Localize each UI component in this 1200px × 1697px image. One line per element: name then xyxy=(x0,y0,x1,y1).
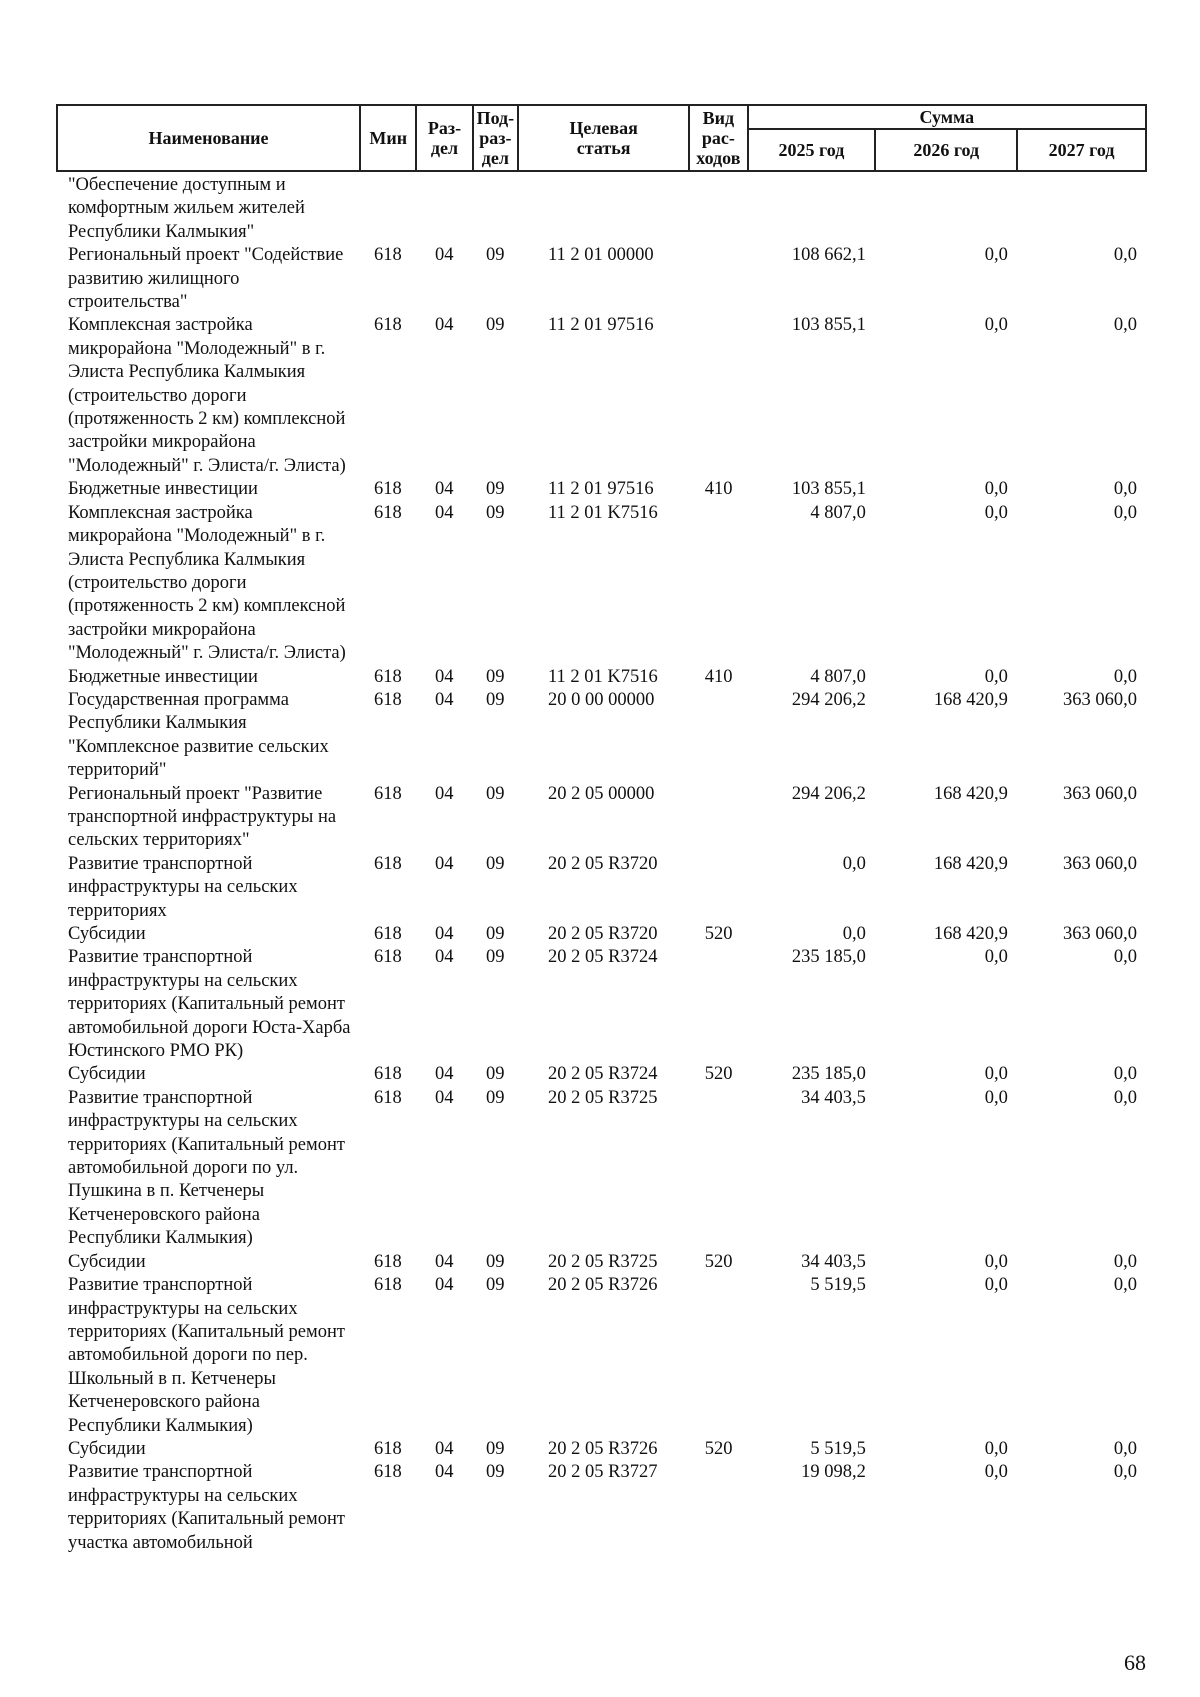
table-row xyxy=(56,314,1147,478)
row-target: 20 2 05 00000 xyxy=(547,783,655,804)
row-target: 20 0 00 00000 xyxy=(547,689,655,710)
row-vid xyxy=(689,1274,748,1438)
row-amount-2026: 0,0 xyxy=(984,1064,1008,1085)
table-row xyxy=(56,502,1147,666)
row-name: Развитие транспортной инфраструктуры на сельских территориях (Капитальный ремонт автомобильной дороги по пер. Школьный в п. Кетченеры Кетченеровского района Республики Калмыкия) xyxy=(68,1275,345,1436)
row-razdel: 04 xyxy=(434,783,454,804)
row-name: Субсидии xyxy=(68,924,146,944)
row-vid: 520 xyxy=(704,1251,733,1272)
row-amount-2025: 4 807,0 xyxy=(810,502,866,523)
row-amount-2026: 0,0 xyxy=(984,947,1008,968)
row-vid xyxy=(689,502,748,666)
row-min: 618 xyxy=(373,947,402,968)
row-razdel: 04 xyxy=(434,853,454,874)
row-name: Государственная программа Республики Калмыкия "Комплексное развитие сельских территорий" xyxy=(68,689,329,781)
row-podrazdel: 09 xyxy=(485,502,505,523)
row-razdel: 04 xyxy=(434,1251,454,1272)
row-amount-2027: 363 060,0 xyxy=(1063,783,1137,804)
row-amount-2025: 108 662,1 xyxy=(791,245,866,266)
row-amount-2025: 103 855,1 xyxy=(791,315,866,336)
row-vid xyxy=(689,1461,748,1555)
table-header xyxy=(56,104,1147,172)
row-min: 618 xyxy=(373,1087,402,1108)
header-min: Мин xyxy=(360,105,416,171)
table-row xyxy=(56,1087,1147,1251)
row-name: Региональный проект "Развитие транспортной инфраструктуры на сельских территориях" xyxy=(68,783,337,851)
header-sum: Сумма xyxy=(748,105,1146,129)
row-razdel: 04 xyxy=(434,689,454,710)
table-row xyxy=(56,174,1147,244)
row-amount-2026: 0,0 xyxy=(984,502,1008,523)
row-vid: 520 xyxy=(704,1064,733,1085)
row-target: 20 2 05 R3720 xyxy=(547,924,658,944)
row-name: Субсидии xyxy=(68,1064,146,1085)
row-amount-2027: 0,0 xyxy=(1113,1087,1137,1108)
table-row xyxy=(56,689,1147,783)
row-amount-2027 xyxy=(1018,174,1147,244)
row-amount-2025: 4 807,0 xyxy=(810,666,866,687)
row-razdel: 04 xyxy=(434,1064,454,1085)
row-amount-2027: 0,0 xyxy=(1113,315,1137,336)
row-amount-2026: 168 420,9 xyxy=(933,689,1008,710)
row-amount-2027: 363 060,0 xyxy=(1063,689,1137,710)
row-amount-2025: 294 206,2 xyxy=(791,689,866,710)
table-row xyxy=(56,1251,1147,1274)
row-vid xyxy=(689,314,748,478)
row-podrazdel: 09 xyxy=(485,783,505,804)
row-vid xyxy=(689,689,748,783)
header-2027: 2027 год xyxy=(1017,129,1146,171)
row-vid xyxy=(689,853,748,923)
row-vid xyxy=(689,244,748,314)
row-podrazdel: 09 xyxy=(485,1462,505,1483)
row-vid: 520 xyxy=(704,1438,733,1459)
row-name: Региональный проект "Содействие развитию жилищного строительства" xyxy=(68,245,344,313)
header-name: Наименование xyxy=(57,105,360,171)
row-min xyxy=(360,174,416,244)
row-target: 11 2 01 97516 xyxy=(547,479,654,500)
row-amount-2025: 235 185,0 xyxy=(791,1064,866,1085)
row-amount-2025: 103 855,1 xyxy=(791,479,866,500)
table-row xyxy=(56,1063,1147,1086)
row-podrazdel: 09 xyxy=(485,666,505,687)
row-razdel: 04 xyxy=(434,666,454,687)
row-amount-2026: 168 420,9 xyxy=(933,853,1008,874)
row-amount-2025: 235 185,0 xyxy=(791,947,866,968)
row-razdel: 04 xyxy=(434,245,454,266)
row-podrazdel: 09 xyxy=(485,1251,505,1272)
row-amount-2026: 168 420,9 xyxy=(933,924,1008,944)
table-row xyxy=(56,946,1147,1063)
row-min: 618 xyxy=(373,1438,402,1459)
row-amount-2026: 0,0 xyxy=(984,1275,1008,1296)
row-razdel xyxy=(416,174,472,244)
table-row xyxy=(56,783,1147,853)
table-row xyxy=(56,666,1147,689)
row-target: 11 2 01 K7516 xyxy=(547,666,658,687)
row-amount-2025: 294 206,2 xyxy=(791,783,866,804)
row-amount-2026: 0,0 xyxy=(984,666,1008,687)
row-target: 11 2 01 00000 xyxy=(547,245,654,266)
row-target: 20 2 05 R3725 xyxy=(547,1087,658,1108)
row-razdel: 04 xyxy=(434,1275,454,1296)
row-min: 618 xyxy=(373,1251,402,1272)
row-target: 20 2 05 R3726 xyxy=(547,1438,658,1459)
row-podrazdel: 09 xyxy=(485,1064,505,1085)
row-amount-2027: 0,0 xyxy=(1113,1275,1137,1296)
row-name: "Обеспечение доступным и комфортным жильем жителей Республики Калмыкия" xyxy=(68,175,305,242)
row-target: 11 2 01 K7516 xyxy=(547,502,658,523)
row-min: 618 xyxy=(373,689,402,710)
table-row xyxy=(56,1438,1147,1461)
table-row xyxy=(56,244,1147,314)
row-razdel: 04 xyxy=(434,479,454,500)
row-min: 618 xyxy=(373,1275,402,1296)
row-podrazdel: 09 xyxy=(485,1087,505,1108)
row-amount-2025 xyxy=(748,174,876,244)
row-amount-2027: 363 060,0 xyxy=(1063,853,1137,874)
row-vid: 520 xyxy=(704,924,733,944)
row-amount-2026: 0,0 xyxy=(984,479,1008,500)
row-min: 618 xyxy=(373,1064,402,1085)
row-amount-2025: 0,0 xyxy=(842,924,866,944)
row-amount-2026: 0,0 xyxy=(984,1251,1008,1272)
row-amount-2025: 34 403,5 xyxy=(801,1251,866,1272)
row-podrazdel: 09 xyxy=(485,245,505,266)
row-target xyxy=(518,174,689,244)
row-razdel: 04 xyxy=(434,502,454,523)
row-podrazdel: 09 xyxy=(485,315,505,336)
row-amount-2027: 0,0 xyxy=(1113,666,1137,687)
row-vid: 410 xyxy=(704,666,733,687)
row-name: Комплексная застройка микрорайона "Молодежный" в г. Элиста Республика Калмыкия (строительство дороги (протяженность 2 км) комплексной застройки микрорайона "Молодежный" г. Элиста/г. Элиста) xyxy=(68,502,346,664)
row-podrazdel: 09 xyxy=(485,853,505,874)
row-name: Развитие транспортной инфраструктуры на сельских территориях (Капитальный ремонт участка автомобильной xyxy=(68,1462,345,1553)
row-min: 618 xyxy=(373,853,402,874)
row-name: Комплексная застройка микрорайона "Молодежный" в г. Элиста Республика Калмыкия (строительство дороги (протяженность 2 км) комплексной застройки микрорайона "Молодежный" г. Элиста/г. Элиста) xyxy=(68,315,346,476)
row-min: 618 xyxy=(373,1462,402,1483)
row-target: 20 2 05 R3725 xyxy=(547,1251,658,1272)
table-row xyxy=(56,1461,1147,1555)
row-amount-2026: 0,0 xyxy=(984,1438,1008,1459)
row-podrazdel: 09 xyxy=(485,947,505,968)
row-vid xyxy=(689,783,748,853)
row-amount-2026 xyxy=(876,174,1018,244)
row-amount-2026: 0,0 xyxy=(984,315,1008,336)
row-amount-2027: 0,0 xyxy=(1113,1251,1137,1272)
header-razdel: Раз- дел xyxy=(416,105,472,171)
row-amount-2027: 0,0 xyxy=(1113,1064,1137,1085)
row-amount-2027: 0,0 xyxy=(1113,502,1137,523)
row-amount-2026: 0,0 xyxy=(984,1087,1008,1108)
header-target: Целевая статья xyxy=(518,105,689,171)
row-podrazdel xyxy=(472,174,518,244)
row-razdel: 04 xyxy=(434,947,454,968)
row-name: Бюджетные инвестиции xyxy=(68,666,258,687)
row-vid: 410 xyxy=(704,479,733,500)
row-min: 618 xyxy=(373,783,402,804)
row-name: Субсидии xyxy=(68,1438,146,1459)
row-amount-2027: 0,0 xyxy=(1113,245,1137,266)
row-razdel: 04 xyxy=(434,1087,454,1108)
row-amount-2027: 0,0 xyxy=(1113,479,1137,500)
row-amount-2025: 5 519,5 xyxy=(810,1275,866,1296)
header-podrazdel: Под- раз- дел xyxy=(473,105,518,171)
row-name: Развитие транспортной инфраструктуры на сельских территориях (Капитальный ремонт автомобильной дороги Юста-Харба Юстинского РМО РК) xyxy=(68,947,351,1062)
row-target: 11 2 01 97516 xyxy=(547,315,654,336)
budget-document xyxy=(56,104,1147,1555)
row-razdel: 04 xyxy=(434,1438,454,1459)
table-row xyxy=(56,478,1147,501)
budget-table xyxy=(56,174,1147,1555)
row-min: 618 xyxy=(373,924,402,944)
header-vid: Вид рас- ходов xyxy=(689,105,747,171)
page-number: 68 xyxy=(1124,1650,1146,1675)
row-razdel: 04 xyxy=(434,924,454,944)
row-vid xyxy=(689,1087,748,1251)
row-amount-2025: 34 403,5 xyxy=(801,1087,866,1108)
table-row xyxy=(56,853,1147,923)
row-amount-2027: 0,0 xyxy=(1113,1438,1137,1459)
row-razdel: 04 xyxy=(434,1462,454,1483)
row-min: 618 xyxy=(373,502,402,523)
row-amount-2025: 0,0 xyxy=(842,853,866,874)
row-target: 20 2 05 R3724 xyxy=(547,1064,658,1085)
header-2026: 2026 год xyxy=(875,129,1017,171)
row-amount-2025: 19 098,2 xyxy=(801,1462,866,1483)
row-target: 20 2 05 R3720 xyxy=(547,853,658,874)
row-name: Субсидии xyxy=(68,1251,146,1272)
row-name: Развитие транспортной инфраструктуры на сельских территориях (Капитальный ремонт автомобильной дороги по ул. Пушкина в п. Кетченеры Кетченеровского района Республики Калмыкия) xyxy=(68,1087,345,1249)
row-podrazdel: 09 xyxy=(485,1438,505,1459)
table-row xyxy=(56,923,1147,946)
row-amount-2026: 168 420,9 xyxy=(933,783,1008,804)
row-min: 618 xyxy=(373,479,402,500)
row-vid xyxy=(689,174,748,244)
row-vid xyxy=(689,946,748,1063)
row-podrazdel: 09 xyxy=(485,924,505,944)
row-min: 618 xyxy=(373,315,402,336)
table-row xyxy=(56,1274,1147,1438)
header-2025: 2025 год xyxy=(748,129,876,171)
row-amount-2027: 0,0 xyxy=(1113,947,1137,968)
row-amount-2026: 0,0 xyxy=(984,1462,1008,1483)
row-target: 20 2 05 R3724 xyxy=(547,947,658,968)
row-amount-2026: 0,0 xyxy=(984,245,1008,266)
row-podrazdel: 09 xyxy=(485,689,505,710)
row-target: 20 2 05 R3727 xyxy=(547,1462,658,1483)
row-razdel: 04 xyxy=(434,315,454,336)
row-target: 20 2 05 R3726 xyxy=(547,1275,658,1296)
row-name: Развитие транспортной инфраструктуры на сельских территориях xyxy=(68,853,298,921)
row-podrazdel: 09 xyxy=(485,479,505,500)
row-amount-2027: 363 060,0 xyxy=(1063,924,1137,944)
row-amount-2025: 5 519,5 xyxy=(810,1438,866,1459)
row-amount-2027: 0,0 xyxy=(1113,1462,1137,1483)
row-min: 618 xyxy=(373,245,402,266)
row-podrazdel: 09 xyxy=(485,1275,505,1296)
row-min: 618 xyxy=(373,666,402,687)
row-name: Бюджетные инвестиции xyxy=(68,479,258,500)
